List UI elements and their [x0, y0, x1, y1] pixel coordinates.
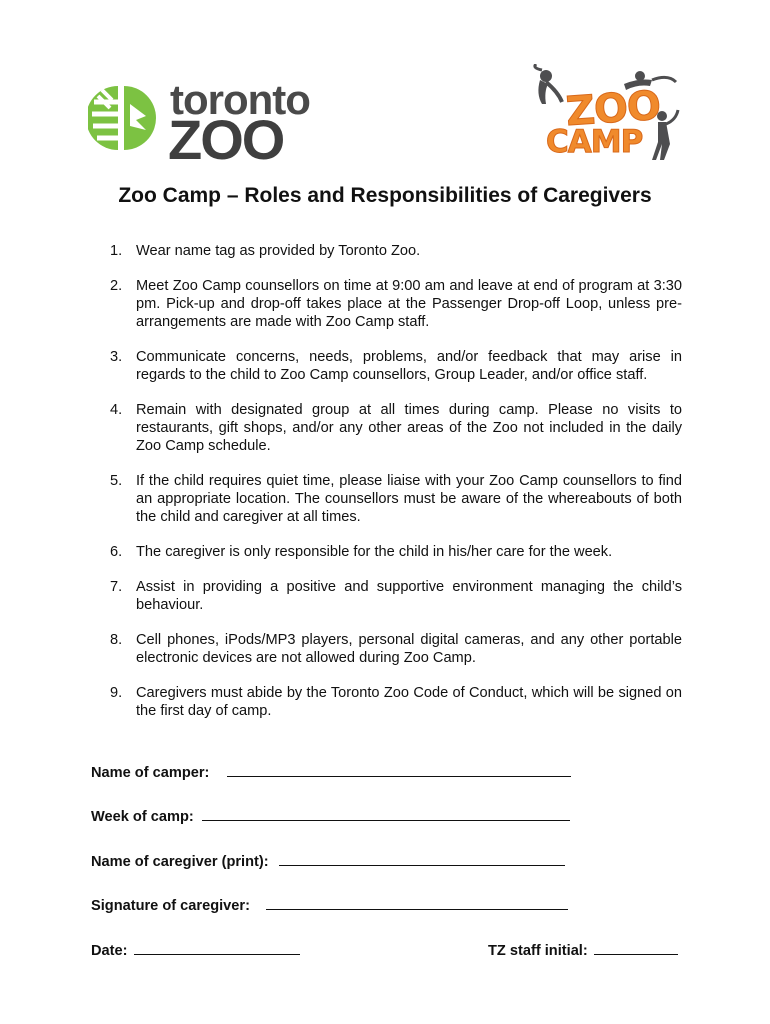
item-text: The caregiver is only responsible for the child in his/her care for the week.: [136, 544, 613, 560]
item-text: Remain with designated group at all times during camp. Please no visits to restaurants, gift shops, and/or any other areas of the Zoo not included in the daily Zoo Camp schedule.: [136, 402, 682, 454]
item-number: 6.: [110, 544, 123, 560]
item-text: Wear name tag as provided by Toronto Zoo.: [136, 243, 421, 259]
toronto-zoo-logo: [88, 76, 310, 171]
list-item: [110, 631, 682, 667]
item-number: 1.: [110, 243, 123, 259]
list-item: [110, 578, 682, 614]
week-of-camp-label: Week of camp:: [91, 809, 194, 825]
caregiver-name-label: Name of caregiver (print):: [91, 854, 269, 870]
item-number: 7.: [110, 579, 123, 595]
logo-word-zoo: ZOO: [168, 108, 284, 171]
item-number: 8.: [110, 632, 123, 648]
staff-initial-line[interactable]: [594, 940, 678, 955]
list-item: [110, 401, 682, 455]
camper-name-line[interactable]: [227, 762, 571, 777]
signature-line[interactable]: [266, 895, 568, 910]
camp-logo-camp: CAMP: [546, 124, 643, 160]
zoo-camp-logo: [528, 64, 683, 164]
signature-field: [91, 895, 568, 914]
item-text: Assist in providing a positive and supportive environment managing the child’s behaviour.: [136, 579, 682, 613]
item-text: Meet Zoo Camp counsellors on time at 9:00 am and leave at end of program at 3:30 pm. Pick-up and drop-off takes place at the Passenger Drop-off Loop, unless pre-arrangements are made with Zoo Camp staff.: [136, 278, 682, 330]
camper-name-field: [91, 762, 571, 781]
list-item: [110, 543, 682, 561]
item-text: Caregivers must abide by the Toronto Zoo Code of Conduct, which will be signed on the first day of camp.: [136, 685, 682, 719]
date-field: [91, 940, 300, 959]
list-item: [110, 684, 682, 720]
caregiver-name-field: [91, 851, 565, 870]
item-text: Cell phones, iPods/MP3 players, personal digital cameras, and any other portable electronic devices are not allowed during Zoo Camp.: [136, 632, 682, 666]
list-item: [110, 348, 682, 384]
item-number: 3.: [110, 349, 123, 365]
logo-word-toronto: toronto: [170, 76, 310, 123]
week-of-camp-line[interactable]: [202, 806, 570, 821]
page-title: Zoo Camp – Roles and Responsibilities of Caregivers: [118, 184, 652, 207]
caregiver-name-line[interactable]: [279, 851, 565, 866]
camp-logo-zoo: ZOO: [564, 82, 662, 136]
date-line[interactable]: [134, 940, 300, 955]
list-item: [110, 242, 682, 260]
item-number: 5.: [110, 473, 123, 489]
item-text: Communicate concerns, needs, problems, and/or feedback that may arise in regards to the child to Zoo Camp counsellors, Group Leader, and/or office staff.: [136, 349, 682, 383]
staff-initial-label: TZ staff initial:: [488, 943, 588, 959]
staff-initial-field: [488, 940, 678, 959]
date-label: Date:: [91, 943, 128, 959]
item-number: 9.: [110, 685, 123, 701]
toronto-zoo-emblem-icon: [88, 82, 160, 154]
item-number: 2.: [110, 278, 123, 294]
signature-label: Signature of caregiver:: [91, 898, 250, 914]
camper-name-label: Name of camper:: [91, 765, 210, 781]
item-text: If the child requires quiet time, please liaise with your Zoo Camp counsellors to find an appropriate location. The counsellors must be aware of the whereabouts of both the child and caregiver at all times.: [136, 473, 682, 525]
responsibilities-list: [110, 242, 682, 737]
list-item: [110, 277, 682, 331]
list-item: [110, 472, 682, 526]
week-of-camp-field: [91, 806, 570, 825]
item-number: 4.: [110, 402, 123, 418]
